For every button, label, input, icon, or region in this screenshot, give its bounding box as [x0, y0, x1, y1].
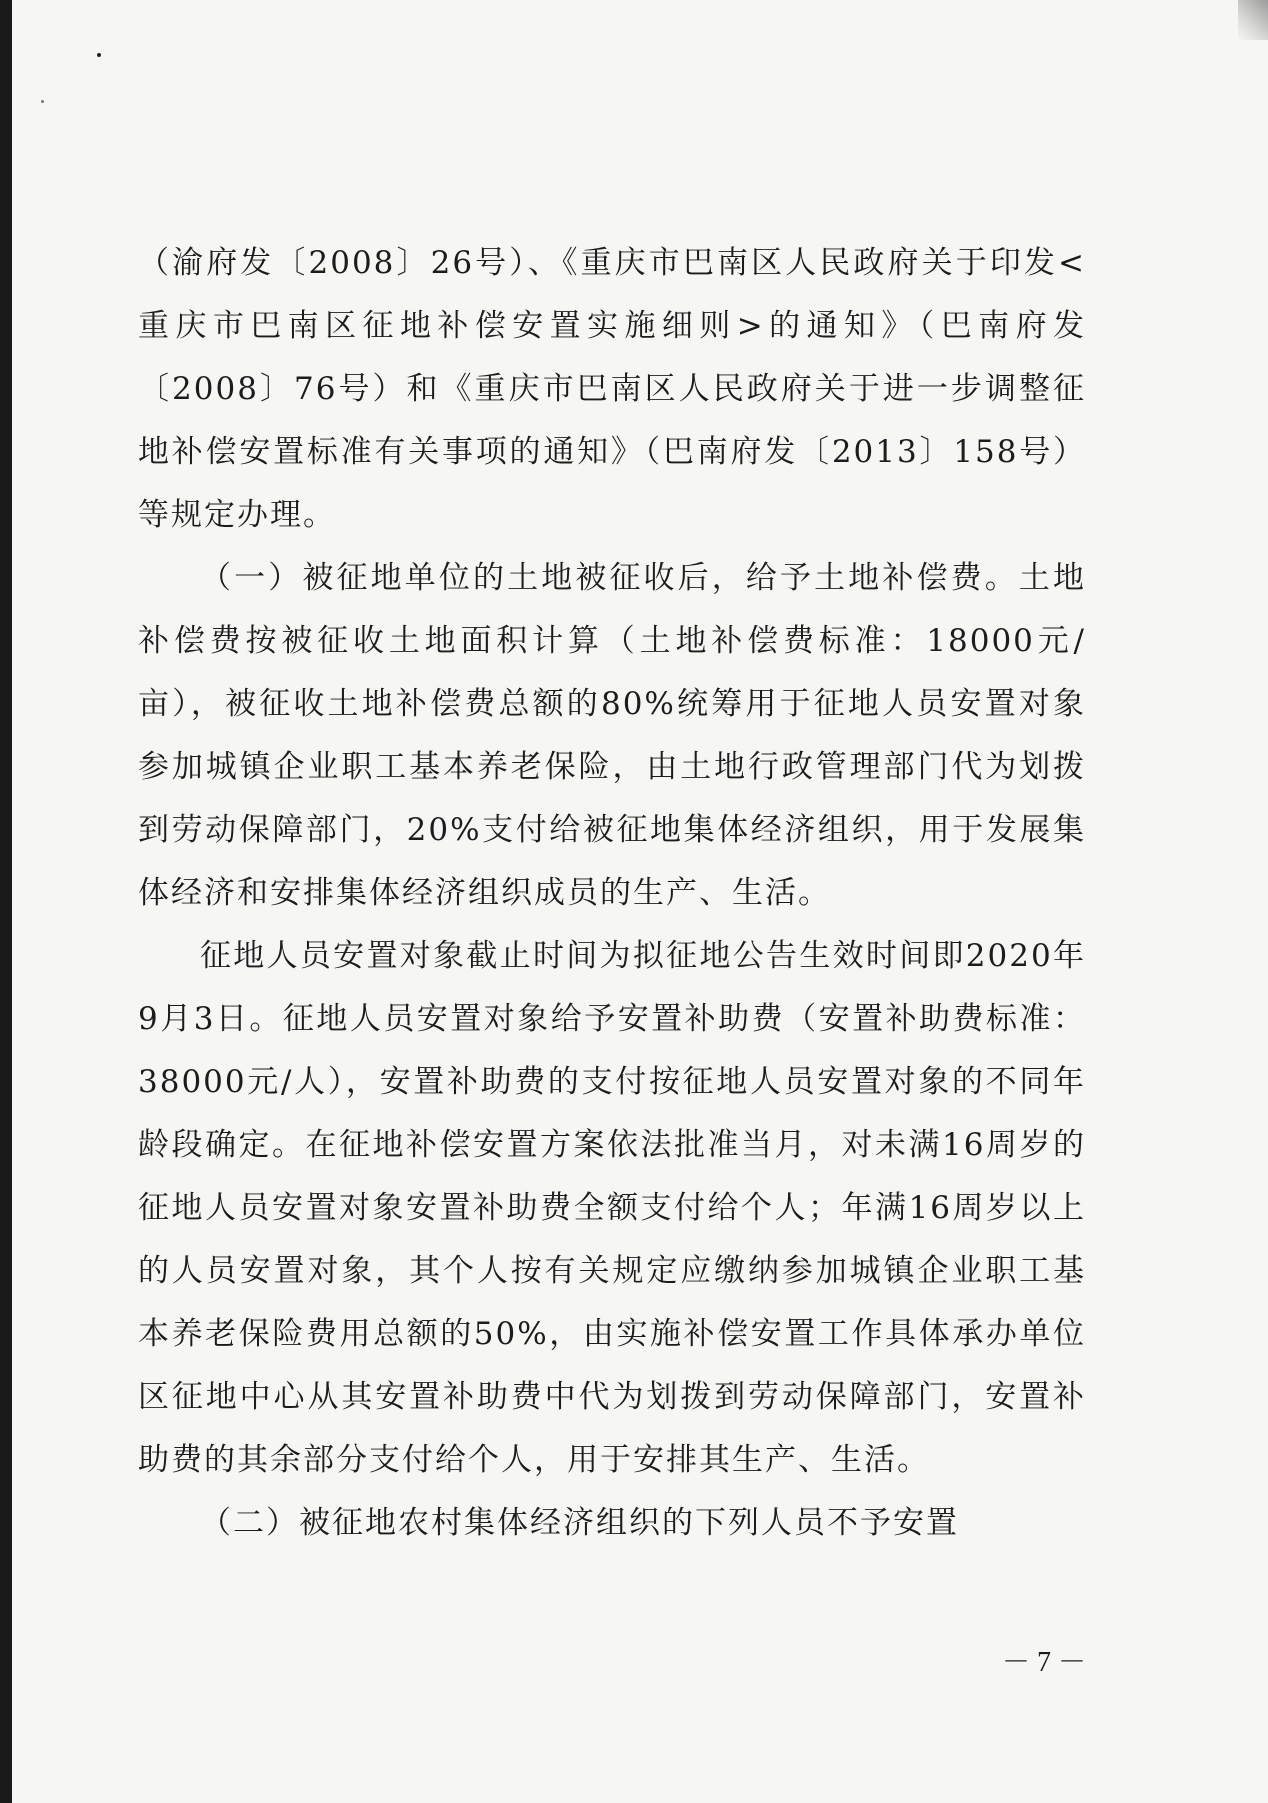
scan-edge-shadow: [0, 0, 12, 1803]
document-body: [138, 232, 1086, 1555]
page-number: － 7 －: [1001, 1647, 1086, 1678]
paragraph-excluded-persons: （二）被征地农村集体经济组织的下列人员不予安置: [200, 1505, 959, 1541]
paragraph-continuation: （渝府发〔2008〕26号）、《重庆市巴南区人民政府关于印发<重庆市巴南区征地补偿安置实施细则>的通知》（巴南府发〔2008〕76号）和《重庆市巴南区人民政府关于进一步调整征地补偿安置标准有关事项的通知》（巴南府发〔2013〕158号）等规定办理。: [138, 245, 1086, 533]
paragraph-resettlement-subsidy: 征地人员安置对象截止时间为拟征地公告生效时间即2020年9月3日。征地人员安置对象给予安置补助费（安置补助费标准：38000元/人），安置补助费的支付按征地人员安置对象的不同年龄段确定。在征地补偿安置方案依法批准当月，对未满16周岁的征地人员安置对象安置补助费全额支付给个人；年满16周岁以上的人员安置对象，其个人按有关规定应缴纳参加城镇企业职工基本养老保险费用总额的50%，由实施补偿安置工作具体承办单位区征地中心从其安置补助费中代为划拨到劳动保障部门，安置补助费的其余部分支付给个人，用于安排其生产、生活。: [138, 938, 1086, 1478]
scan-speck: [41, 100, 44, 103]
paragraph-land-compensation: （一）被征地单位的土地被征收后，给予土地补偿费。土地补偿费按被征收土地面积计算（土地补偿费标准：18000元/亩），被征收土地补偿费总额的80%统筹用于征地人员安置对象参加城镇企业职工基本养老保险，由土地行政管理部门代为划拨到劳动保障部门，20%支付给被征地集体经济组织，用于发展集体经济和安排集体经济组织成员的生产、生活。: [138, 560, 1086, 911]
scan-speck: [97, 53, 101, 57]
scan-corner-shadow: [1238, 0, 1268, 40]
